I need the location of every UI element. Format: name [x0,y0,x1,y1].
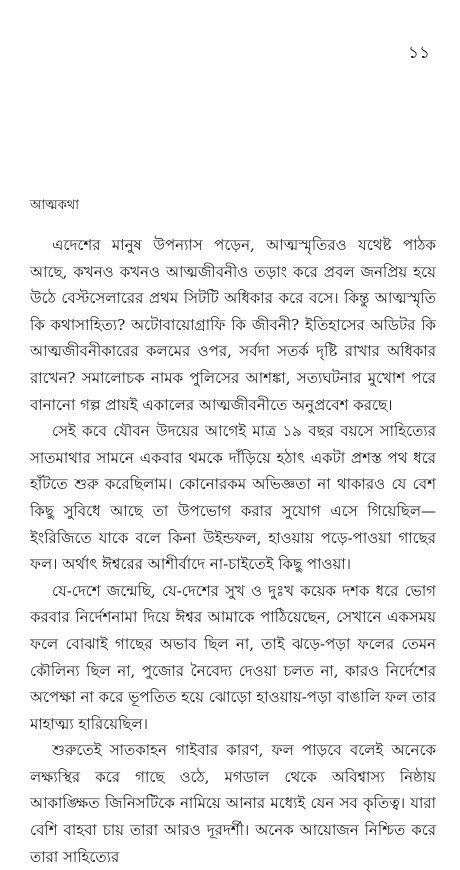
paragraph: সেই কবে যৌবন উদয়ের আগেই মাত্র ১৯ বছর বয়সে সাহিত্যের সাতমাথার সামনে একবার থমকে দাঁড়িয়ে হঠাৎ একটা প্রশস্ত পথ ধরে হাঁটতে শুরু করেছিলাম। কোনোরকম অভিজ্ঞতা না থাকারও যে বেশ কিছু সুবিধে আছে তা উপভোগ করার সুযোগ এসে গিয়েছিল—ইংরিজিতে যাকে বলে কিনা উইন্ডফল, হাওয়ায় পড়ে-পাওয়া গাছের ফল। অর্থাৎ ঈশ্বরের আশীর্বাদে না-চাইতেই কিছু পাওয়া। [30,422,436,574]
paragraph: এদেশের মানুষ উপন্যাস পড়েন, আত্মস্মৃতিরও যথেষ্ট পাঠক আছে, কখনও কখনও আত্মজীবনীও তড়াং করে প্রবল জনপ্রিয় হয়ে উঠে বেস্টসেলারের প্রথম সিটটি অধিকার করে বসে। কিন্তু আত্মস্মৃতি কি কথাসাহিত্য? অটোবায়োগ্রাফি কি জীবনী? ইতিহাসের অডিটর কি আত্মজীবনীকারের কলমের ওপর, সর্বদা সতর্ক দৃষ্টি রাখার অধিকার রাখেন? সমালোচক নামক পুলিসের আশঙ্কা, সত্যঘটনার মুখোশ পরে বানানো গল্প প্রায়ই একালের আত্মজীবনীতে অনুপ্রবেশ করছে। [30,236,436,414]
page-number: ১১ [407,43,430,63]
paragraph: শুরুতেই সাতকাহন গাইবার কারণ, ফল পাড়বে বলেই অনেকে লক্ষ্যস্থির করে গাছে ওঠে, মগডাল থেকে অবিশ্বাস্য নিষ্ঠায় আকাঙ্ক্ষিত জিনিসটিকে নামিয়ে আনার মধ্যেই যেন সব কৃতিত্ব। যারা বেশি বাহবা চায় তারা আরও দূরদর্শী। অনেক আয়োজন নিশ্চিত করে তারা সাহিত্যের [30,741,436,866]
body-text [30,232,436,870]
section-title: আত্মকথা [30,198,79,213]
paragraph: যে-দেশে জন্মেছি, যে-দেশের সুখ ও দুঃখ কয়েক দশক ধরে ভোগ করবার নির্দেশনামা দিয়ে ঈশ্বর আমাকে পাঠিয়েছেন, সেখানে একসময় ফলে বোঝাই গাছের অভাব ছিল না, তাই ঝড়ে-পড়া ফলের তেমন কৌলিন্য ছিল না, পুজোর নৈবেদ্য দেওয়া চলত না, কারও নির্দেশের অপেক্ষা না করে ভূপতিত হয়ে ঝোড়ো হাওয়ায়-পড়া বাঙালি ফল তার মাহাত্ম্য হারিয়েছিল। [30,581,436,733]
